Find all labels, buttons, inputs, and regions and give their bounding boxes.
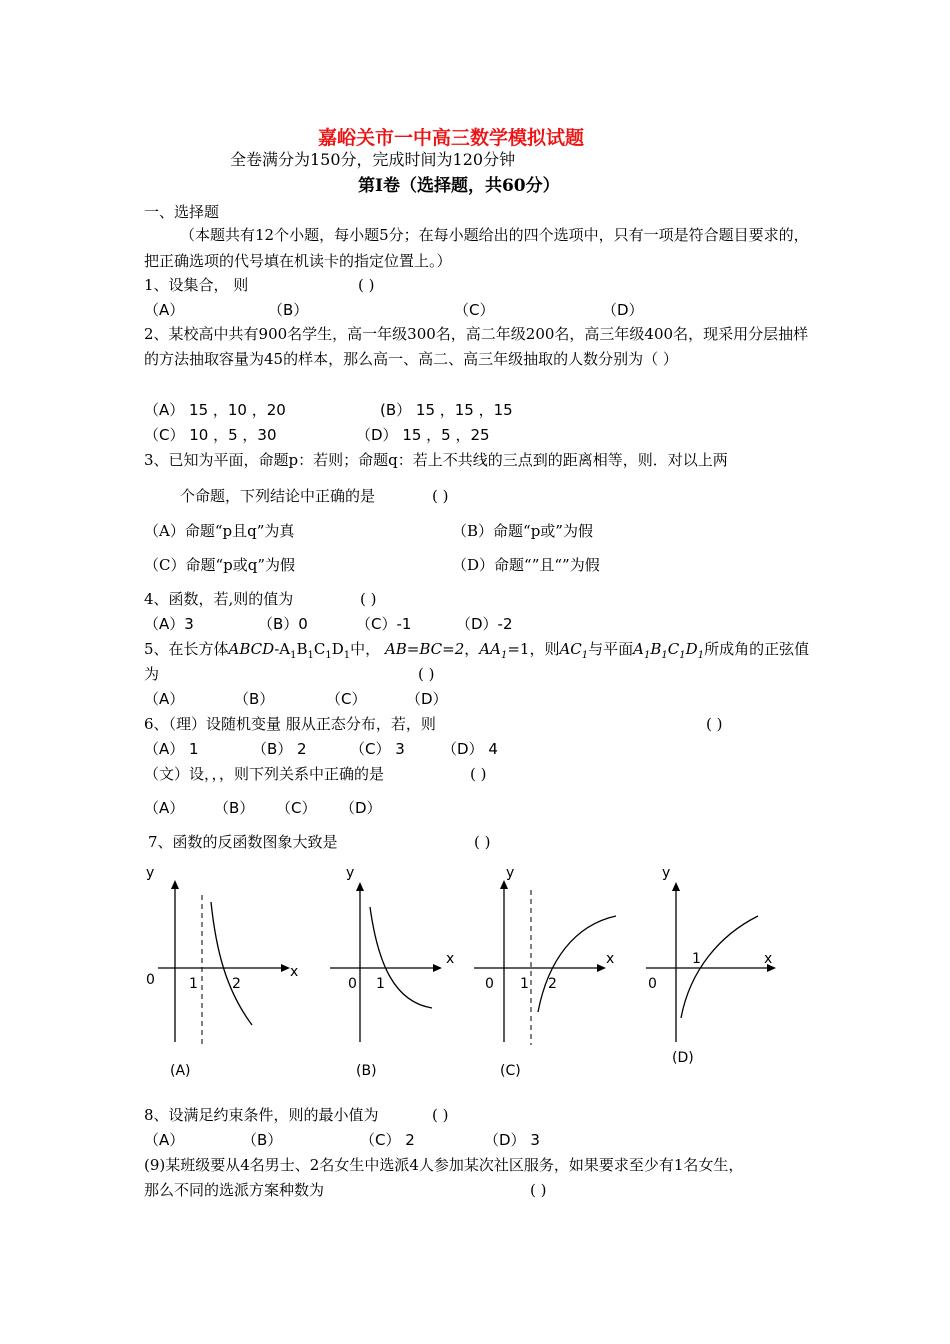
- q6-bracket-wen: ( ): [470, 765, 487, 783]
- graph-b-origin: 0: [348, 976, 357, 992]
- q3-option-b: （B）命题“p或”为假: [452, 522, 593, 540]
- graph-b-y-arrow: [356, 882, 364, 891]
- graph-d-origin: 0: [648, 976, 657, 992]
- graph-a-y-label: y: [146, 865, 155, 881]
- graph-c-tick-2: 2: [548, 976, 557, 992]
- q3-option-d: （D）命题“”且“”为假: [452, 556, 600, 574]
- graph-d-tick-1: 1: [692, 951, 701, 967]
- q6-option-a: （A） 1: [144, 740, 199, 758]
- graph-d-y-arrow: [672, 882, 680, 891]
- graph-d-curve: [681, 916, 758, 1018]
- q7-stem: 7、函数的反函数图象大致是: [148, 833, 338, 851]
- q8-option-d: （D） 3: [484, 1131, 540, 1149]
- graph-c-label: (C): [500, 1063, 521, 1079]
- q9-stem-line1: (9)某班级要从4名男士、2名女生中选派4人参加某次社区服务，如果要求至少有1名女生，: [144, 1156, 744, 1174]
- q4-option-c: （C）-1: [356, 615, 412, 633]
- q1-option-c: （C）: [454, 301, 495, 319]
- q9-bracket: ( ): [530, 1181, 547, 1199]
- q3-option-c: （C）命题“p或q”为假: [144, 556, 296, 574]
- q6-option-c: （C） 3: [350, 740, 405, 758]
- q5-stem-line2: 为: [144, 665, 160, 683]
- q5-option-c: （C）: [326, 690, 367, 708]
- q3-stem-line1: 3、已知为平面，命题p：若则；命题q：若上不共线的三点到的距离相等，则．对以上两: [144, 451, 728, 469]
- q8-bracket: ( ): [432, 1106, 449, 1124]
- q1-stem: 1、设集合， 则: [144, 276, 249, 294]
- graph-a: [146, 865, 298, 1079]
- q7-bracket: ( ): [474, 833, 491, 851]
- q6-bracket: ( ): [706, 715, 723, 733]
- q6-stem-li: 6、（理）设随机变量 服从正态分布，若，则: [144, 715, 436, 733]
- q6-stem-wen: （文）设，，，则下列关系中正确的是: [144, 765, 385, 783]
- q5-option-a: （A）: [144, 690, 185, 708]
- graph-c-origin: 0: [485, 976, 494, 992]
- graph-b-x-arrow: [433, 964, 442, 972]
- graph-d: [646, 865, 776, 1066]
- q4-stem: 4、函数，若,则的值为: [144, 590, 294, 608]
- graph-d-x-label: x: [764, 951, 773, 967]
- q4-bracket: ( ): [360, 590, 377, 608]
- q2-option-a: （A） 15 ，10 ，20: [144, 401, 286, 419]
- q5-bracket: ( ): [418, 665, 435, 683]
- graph-b-tick-1: 1: [376, 976, 385, 992]
- section-title: 一、选择题: [144, 203, 220, 221]
- q2-stem: 2、某校高中共有900名学生，高一年级300名，高二年级200名，高三年级400名，现采用分层抽样的方法抽取容量为45的样本，那么高一、高二、高三年级抽取的人数分别为（ ）: [144, 325, 809, 368]
- q4-option-d: （D）-2: [456, 615, 513, 633]
- graph-c-y-label: y: [506, 865, 515, 881]
- q6-option-d: （D） 4: [442, 740, 498, 758]
- q5-option-b: （B）: [234, 690, 275, 708]
- q5-stem: 5、在长方体ABCD-$A_1B_1C_1D_1$中， AB=BC=2，$AA_1=1$，则$AC_1$与平面$A_1B_1C_1D_1$所成角的正弦值: [144, 640, 810, 661]
- q3-stem-line2: 个命题，下列结论中正确的是: [180, 487, 376, 505]
- q1-option-d: （D）: [602, 301, 644, 319]
- instructions: （本题共有12个小题，每小题5分；在每小题给出的四个选项中，只有一项是符合题目要求的，把正确选项的代号填在机读卡的指定位置上。）: [144, 226, 809, 270]
- graph-b-curve: [370, 907, 432, 1008]
- q2-option-b: (B） 15 ，15 ，15: [380, 401, 513, 419]
- graph-b-x-label: x: [446, 951, 455, 967]
- q2-option-d: （D） 15 ，5 ，25: [356, 426, 490, 444]
- q1-bracket: ( ): [358, 276, 375, 294]
- q4-option-a: （A）3: [144, 615, 194, 633]
- q2-option-c: （C） 10 ，5 ，30: [144, 426, 277, 444]
- q8-option-b: （B）: [242, 1131, 283, 1149]
- exam-subtitle: 全卷满分为150分，完成时间为120分钟: [230, 150, 516, 169]
- graph-c: [474, 865, 616, 1079]
- q6-wen-option-d: （D）: [340, 799, 382, 817]
- graph-c-curve: [538, 916, 616, 1012]
- graph-b-y-label: y: [346, 865, 355, 881]
- graph-a-curve: [211, 902, 252, 1025]
- q8-option-c: （C） 2: [360, 1131, 415, 1149]
- q8-option-a: （A）: [144, 1131, 185, 1149]
- q3-bracket: ( ): [432, 487, 449, 505]
- q5-option-d: （D）: [406, 690, 448, 708]
- q1-option-a: （A）: [144, 301, 185, 319]
- graph-a-x-label: x: [290, 964, 299, 980]
- q6-wen-option-b: （B）: [214, 799, 255, 817]
- page-title: 嘉峪关市一中高三数学模拟试题: [318, 127, 585, 149]
- graph-a-label: (A): [170, 1063, 191, 1079]
- graph-c-y-arrow: [500, 880, 508, 889]
- q9-stem-line2: 那么不同的选派方案种数为: [144, 1181, 325, 1199]
- graph-b-label: (B): [356, 1063, 377, 1079]
- q6-option-b: （B） 2: [252, 740, 307, 758]
- graph-d-y-label: y: [662, 865, 671, 881]
- graph-a-tick-2: 2: [232, 976, 241, 992]
- graph-a-y-arrow: [171, 880, 179, 889]
- graph-a-origin: 0: [146, 972, 155, 988]
- q6-wen-option-a: （A）: [144, 799, 185, 817]
- graph-b: [330, 865, 454, 1079]
- graph-c-x-label: x: [606, 951, 615, 967]
- q4-option-b: （B）0: [258, 615, 308, 633]
- q3-option-a: （A）命题“p且q”为真: [144, 522, 295, 540]
- graph-a-x-arrow: [281, 964, 290, 972]
- graph-c-tick-1: 1: [520, 976, 529, 992]
- graph-c-x-arrow: [597, 964, 606, 972]
- graph-a-tick-1: 1: [189, 976, 198, 992]
- q6-wen-option-c: （C）: [276, 799, 317, 817]
- q1-option-b: （B）: [268, 301, 309, 319]
- q8-stem: 8、设满足约束条件，则的最小值为: [144, 1106, 379, 1124]
- part-title: 第Ⅰ卷（选择题，共60分）: [358, 176, 560, 196]
- graph-d-label: (D): [672, 1050, 694, 1066]
